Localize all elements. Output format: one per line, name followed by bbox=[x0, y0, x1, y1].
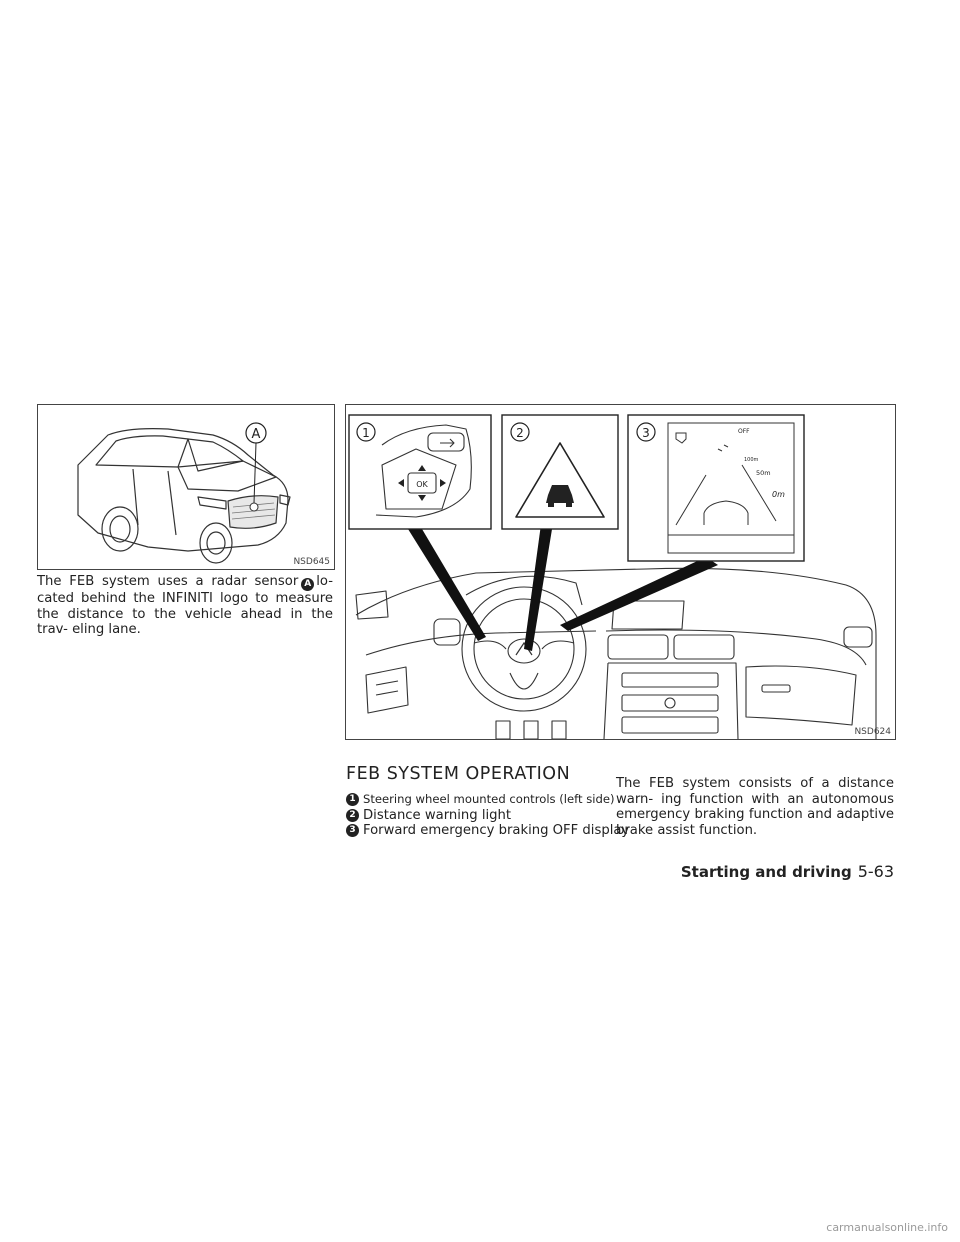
feb-description: The FEB system consists of a distance warn- ing function with an autonomous emergency braking function and adaptive brake assist function. bbox=[616, 776, 894, 838]
item-number: 3 bbox=[346, 824, 359, 837]
callout-3-label: 3 bbox=[642, 426, 650, 440]
figure-car-radar bbox=[37, 404, 335, 570]
dashboard-illustration bbox=[346, 405, 895, 739]
section-heading: FEB SYSTEM OPERATION bbox=[346, 764, 571, 784]
feb-off-indicator: OFF bbox=[738, 428, 750, 435]
item-number: 2 bbox=[346, 809, 359, 822]
car-illustration bbox=[38, 405, 334, 569]
figure-code: NSD645 bbox=[293, 557, 330, 567]
distance-50m: 50m bbox=[756, 469, 771, 477]
footer-section-title: Starting and driving bbox=[680, 863, 852, 881]
distance-0m: 0m bbox=[772, 490, 785, 499]
paragraph-part-2: lo- cated behind the INFINITI logo to measure the distance to the vehicle ahead in the trav- eling lane. bbox=[37, 574, 333, 638]
item-text: Forward emergency braking OFF display bbox=[363, 823, 630, 839]
marker-a: A bbox=[301, 578, 314, 591]
watermark: carmanualsonline.info bbox=[826, 1221, 948, 1234]
ok-button-label: OK bbox=[416, 480, 428, 489]
list-item bbox=[346, 792, 615, 808]
list-item bbox=[346, 823, 630, 839]
item-text: Steering wheel mounted controls (left side) bbox=[363, 792, 615, 806]
item-number: 1 bbox=[346, 793, 359, 806]
page-footer bbox=[681, 862, 894, 881]
item-text: Distance warning light bbox=[363, 807, 512, 823]
legend-list bbox=[346, 792, 630, 839]
figure-dashboard bbox=[345, 404, 896, 740]
paragraph-part-1: The FEB system uses a radar sensor bbox=[37, 574, 299, 589]
callout-a-label: A bbox=[251, 427, 261, 442]
page-number: 5-63 bbox=[857, 862, 894, 881]
distance-100m: 100m bbox=[744, 457, 759, 463]
callout-1-label: 1 bbox=[362, 426, 370, 440]
radar-sensor-paragraph bbox=[37, 574, 333, 638]
figure-code: NSD624 bbox=[854, 727, 891, 737]
callout-2-label: 2 bbox=[516, 426, 524, 440]
list-item bbox=[346, 808, 606, 824]
